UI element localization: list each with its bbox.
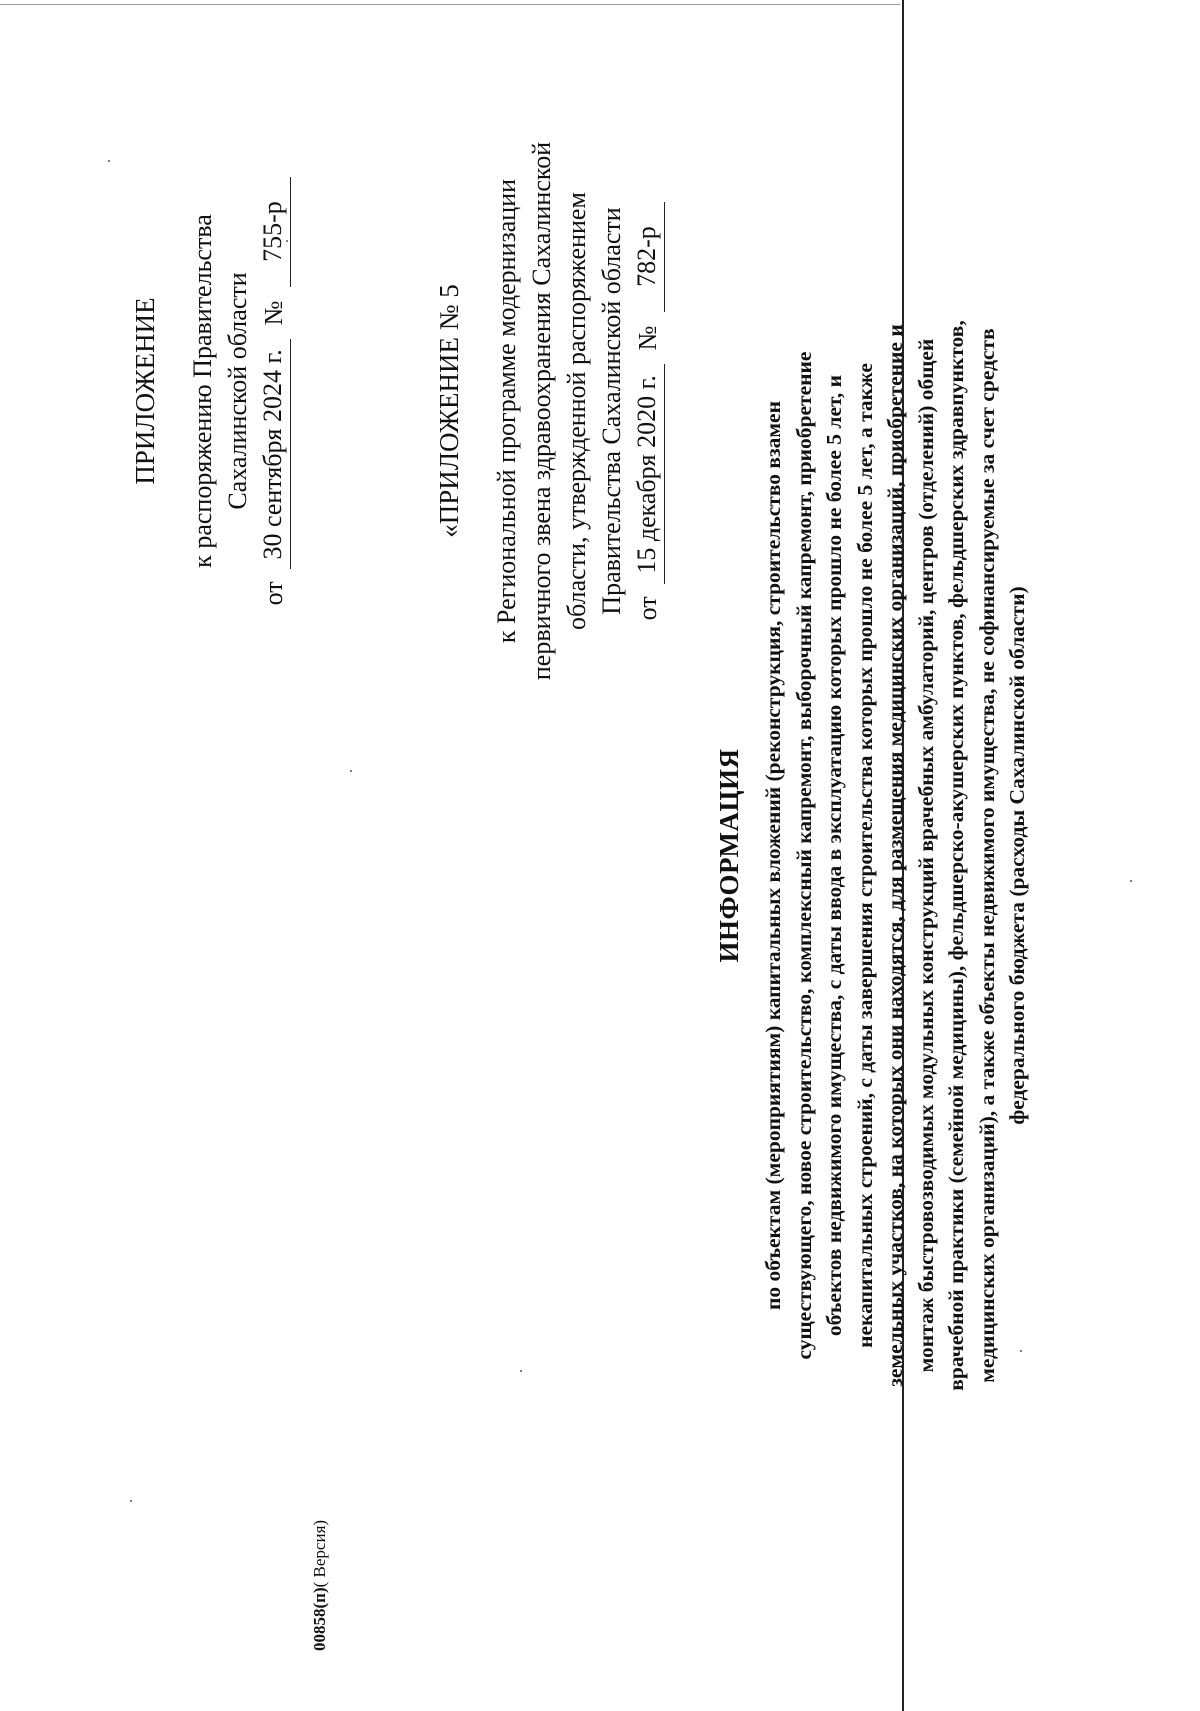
document-version: ( Версия) (310, 1519, 329, 1588)
info-line: медицинских организаций), а также объекты недвижимого имущества, не софинансируемые за счет средств (974, 328, 999, 1383)
number-label: № (633, 325, 662, 351)
order-number: 755-р (255, 177, 291, 287)
document-title: ИНФОРМАЦИЯ (714, 748, 744, 963)
appendix-heading: ПРИЛОЖЕНИЕ (130, 297, 160, 485)
order-date: 15 декабря 2020 г. (629, 364, 665, 584)
info-line: земельных участков, на которых они находятся, для размещения медицинских организаций, приобретение и (883, 324, 907, 1387)
info-line: существующего, новое строительство, комплексный капремонт, выборочный капремонт, приобретение (791, 351, 816, 1360)
information-body (758, 0, 1033, 1711)
appendix-heading: «ПРИЛОЖЕНИЕ № 5 (434, 284, 464, 538)
appendix-line: Правительства Сахалинской области (597, 207, 626, 615)
appendix-block-2020 (432, 111, 665, 711)
appendix-block-2024 (128, 111, 291, 671)
number-label: № (259, 300, 288, 326)
order-date: 30 сентября 2024 г. (255, 339, 291, 569)
from-label: от (633, 596, 662, 621)
info-line: по объектам (мероприятиям) капитальных вложений (реконструкция, строительство взамен (761, 401, 785, 1311)
appendix-line: области, утвержденной распоряжением (562, 192, 591, 630)
document-code-footer (310, 1520, 330, 1651)
appendix-line: к распоряжению Правительства (188, 214, 217, 568)
document-code: 00858(п) (310, 1587, 329, 1651)
info-line: монтаж быстровозводимых модульных конструкций врачебных амбулаторий, центров (отделений) общей (913, 338, 938, 1373)
appendix-date-row (255, 111, 291, 671)
appendix-line: Сахалинской области (223, 272, 252, 510)
order-number: 782-р (629, 202, 665, 312)
appendix-line: первичного звена здравоохранения Сахалинской (527, 141, 556, 681)
appendix-date-row (629, 111, 665, 711)
info-line: федерального бюджета (расходы Сахалинской области) (1005, 586, 1029, 1125)
from-label: от (259, 581, 288, 606)
info-line: врачебной практики (семейной медицины), фельдшерско-акушерских пунктов, фельдшерских здравпунктов, (944, 320, 968, 1391)
info-line: некапитальных строений, с даты завершения строительства которых прошло не более 5 лет, а также (852, 363, 877, 1348)
info-line: объектов недвижимого имущества, с даты ввода в эксплуатацию которых прошло не более 5 лет, и (822, 374, 846, 1337)
appendix-line: к Региональной программе модернизации (492, 178, 521, 644)
